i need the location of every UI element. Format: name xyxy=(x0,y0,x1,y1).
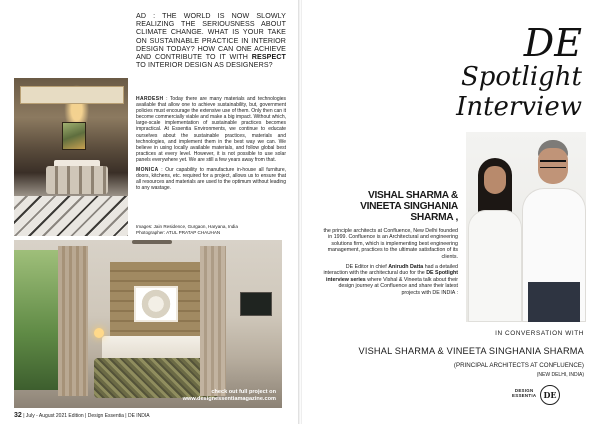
page-folio xyxy=(14,412,150,419)
caption-line1: check out full project on xyxy=(211,389,276,396)
curtain-left xyxy=(58,246,88,396)
series-name: DE Spotlight interview series xyxy=(325,270,458,283)
credit-photographer: Photographer: ATUL PRATAP CHAUHAN xyxy=(136,229,221,235)
dining-chairs xyxy=(46,166,108,194)
intro-text xyxy=(320,228,458,300)
question-lead: AD : THE WORLD IS NOW SLOWLY REALIZING THE SERIOUSNESS ABOUT CLIMATE CHANGE. WHAT IS YOUR TAKE ON SUSTAINABLE PRACTICE IN INTERIOR DESIGN TODAY? HOW CAN ONE ACHIEVE AND CONTRIBUTE TO IT WITH xyxy=(136,12,286,62)
heading-line3: SHARMA , xyxy=(410,212,458,223)
wall-tv xyxy=(240,292,272,316)
answer-text: : Our capability to manufacture in-house all furniture, doors, kitchens, etc. required for a project, allows us to ensure that all resources and materials are used to the optimum without leading to any wastage. xyxy=(136,167,286,192)
patterned-floor xyxy=(14,196,128,236)
caption-url: www.designessentiamagazine.com xyxy=(182,395,276,402)
conversation-names: VISHAL SHARMA & VINEETA SINGHANIA SHARMA xyxy=(358,346,584,356)
bedroom-photo xyxy=(14,240,282,408)
title-spotlight: Spotlight xyxy=(460,62,582,92)
heading-line1: VISHAL SHARMA & xyxy=(367,190,458,201)
credit-location: Images: Jain Residence, Gurgaon, Haryana, India xyxy=(136,224,238,229)
intro-paragraph: the principle architects at Confluence, New Delhi founded in 1999. Confluence is an Architectural and engineering solutions firm, which is implementing best engineering management, practices to the ultimate satisfaction of its clients. xyxy=(323,228,458,260)
speaker-name: HARDESH xyxy=(136,96,164,102)
title-interview: Interview xyxy=(456,92,582,122)
answer-monica xyxy=(136,167,286,191)
curtain-right xyxy=(200,246,226,396)
architects-heading xyxy=(310,190,458,223)
conversation-location: (NEW DELHI, INDIA) xyxy=(536,372,584,378)
conversation-label: IN CONVERSATION WITH xyxy=(495,330,584,337)
editor-note xyxy=(320,264,458,296)
glasses-icon xyxy=(540,160,566,168)
interview-answers xyxy=(136,96,286,195)
ceiling-fan xyxy=(132,240,172,244)
question-tail: TO INTERIOR DESIGN AS DESIGNERS? xyxy=(136,61,273,70)
image-credit xyxy=(136,224,286,235)
speaker-name: MONICA xyxy=(136,167,159,174)
answer-text: : Today there are many materials and technologies available that allow one to achieve sustainability, but, government policies must encourage the extensive use of them. Only then can it become commercially viable and make a big impact. Without which, large-scale implementation of sustainable practices becomes impractical. At Essentia Environments, we continue to educate ourselves about the sustainable practices, materials and technologies, and implement them in the best way we can. We believe in using locally available materials, and follow global best practices at every level. However, it is not possible to use solar panels everywhere yet. We are still a few years away from that. xyxy=(136,96,287,163)
answer-hardesh xyxy=(136,96,286,163)
right-page xyxy=(302,0,600,424)
ceiling-cove xyxy=(20,86,124,104)
issue-info: | July - August 2021 Edition | Design Essentia | DE INDIA xyxy=(23,413,150,419)
heading-line2: VINEETA SINGHANIA xyxy=(360,201,458,212)
conversation-role: (PRINCIPAL ARCHITECTS AT CONFLUENCE) xyxy=(453,362,584,369)
left-page xyxy=(0,0,298,424)
portrait-woman-body xyxy=(468,210,522,322)
brand-line2: ESSENTIA xyxy=(512,393,537,398)
editor-mid: had a detailed interaction with the architectural duo for the xyxy=(323,264,458,277)
title-de: DE xyxy=(523,21,582,65)
de-logo-icon: DE xyxy=(540,385,560,405)
dining-room-photo xyxy=(14,78,128,236)
bedroom-artwork xyxy=(134,286,178,322)
bedside-lamp xyxy=(94,328,104,338)
interview-question xyxy=(136,12,286,69)
brand-wordmark xyxy=(512,388,536,398)
architects-portrait xyxy=(466,132,586,322)
portrait-woman-face xyxy=(484,166,506,194)
editor-name: Anirudh Datta xyxy=(388,264,424,271)
wall-art xyxy=(62,122,86,150)
editor-suffix: where Vishal & Vineeta talk about their design journey at Confluence and share their latest projects with DE INDIA : xyxy=(338,276,458,296)
question-emphasis: RESPECT xyxy=(251,53,286,62)
page-number: 32 xyxy=(14,412,22,419)
editor-prefix: DE Editor in chief xyxy=(345,264,387,271)
portrait-man-jeans xyxy=(528,282,580,322)
spotlight-title xyxy=(456,21,582,122)
photo-caption xyxy=(183,389,276,402)
garden-window xyxy=(14,250,62,390)
brand-line1: DESIGN xyxy=(514,388,534,393)
